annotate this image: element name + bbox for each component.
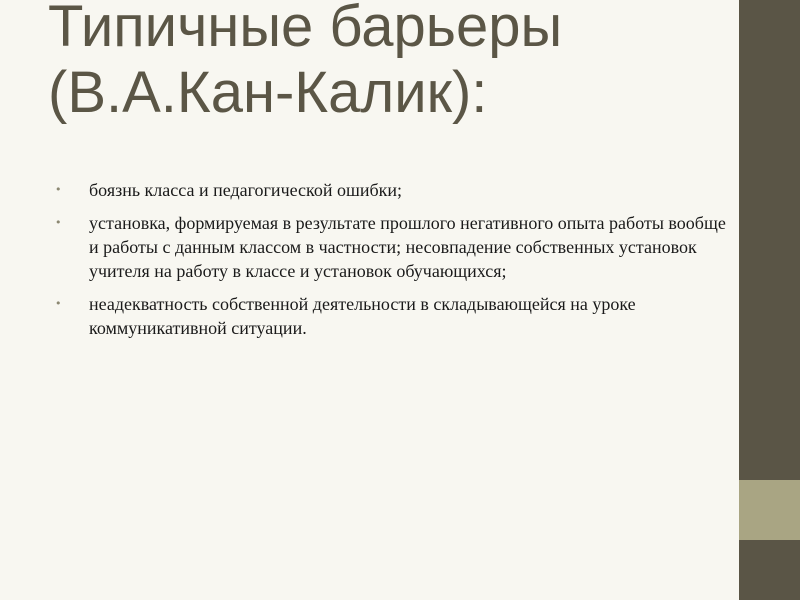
decorative-side-accent bbox=[739, 480, 800, 540]
bullet-dot-icon: • bbox=[55, 297, 62, 310]
bullet-text: установка, формируемая в результате прошлого негативного опыта работы вообще и работы с данным классом в частности; несовпадение собственных установок учителя на работу в классе и установок обучающихся; bbox=[89, 213, 726, 281]
bullet-text: боязнь класса и педагогической ошибки; bbox=[89, 180, 403, 200]
slide-title bbox=[48, 0, 728, 126]
bullet-item bbox=[53, 292, 733, 340]
bullet-dot-icon: • bbox=[55, 183, 62, 196]
bullet-item bbox=[53, 178, 733, 202]
slide-title-line-1: Типичные барьеры bbox=[48, 0, 563, 59]
slide-title-line-2: (В.А.Кан-Калик): bbox=[48, 60, 488, 125]
bullet-item bbox=[53, 211, 733, 283]
bullet-dot-icon: • bbox=[55, 216, 62, 229]
bullet-text: неадекватность собственной деятельности в складывающейся на уроке коммуникативной ситуации. bbox=[89, 294, 636, 338]
bullet-list bbox=[53, 178, 733, 349]
